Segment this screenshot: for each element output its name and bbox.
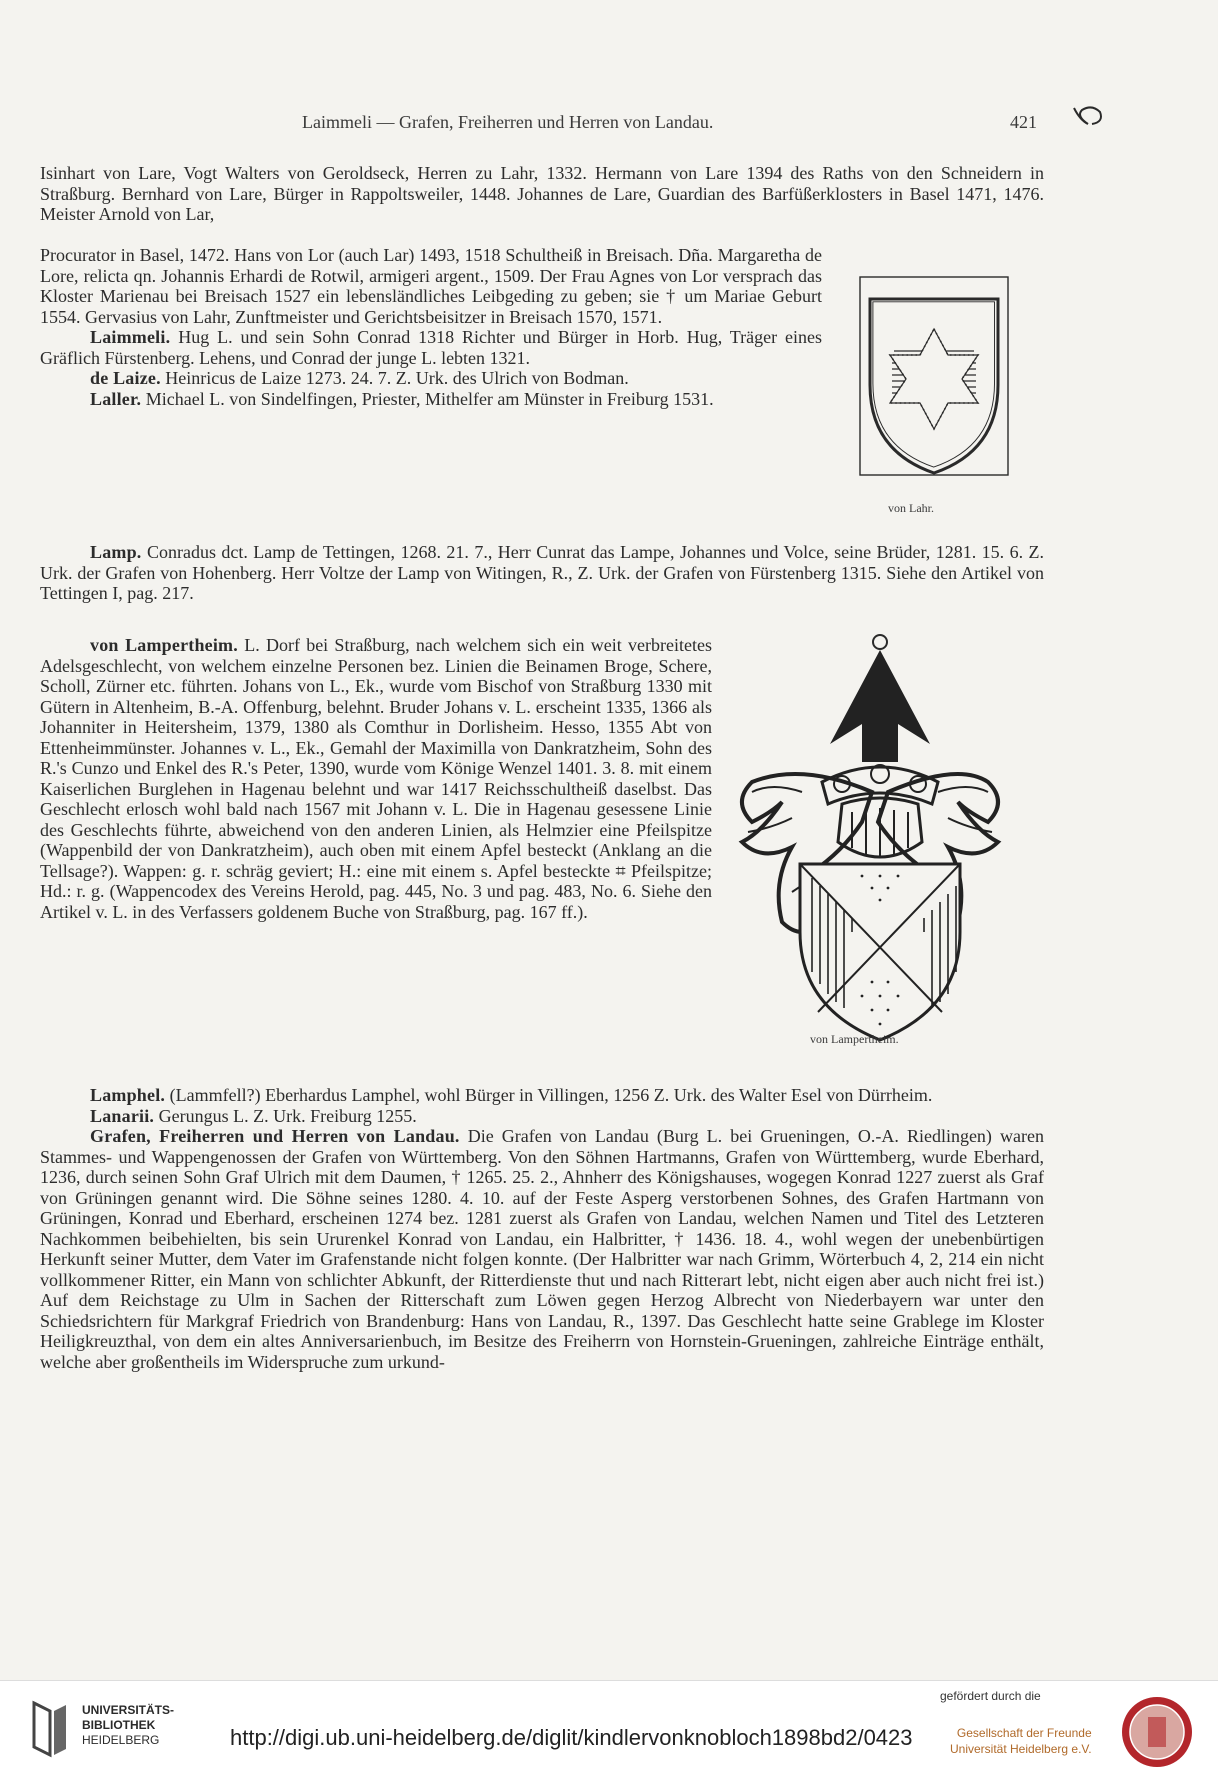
- page-number: 421: [1010, 112, 1037, 132]
- handwritten-mark-icon: [1070, 102, 1110, 132]
- headword-laimmeli: Laimmeli.: [90, 327, 171, 347]
- university-library-logo-icon: [30, 1699, 70, 1759]
- running-title: Laimmeli — Grafen, Freiherren und Herren von Landau.: [302, 112, 714, 132]
- headword-laller: Laller.: [90, 388, 142, 409]
- headword-lampertheim: von Lampertheim.: [90, 635, 238, 655]
- later-entries: [40, 1085, 1044, 1372]
- entry-laimmeli: Laimmeli. Hug L. und sein Sohn Conrad 1318 Richter und Bürger in Horb. Hug, Träger eines Gräflich Fürstenberg. Lehens, und Conrad der junge L. lebten 1321.: [40, 327, 822, 368]
- entry-landau: Grafen, Freiherren und Herren von Landau. Die Grafen von Landau (Burg L. bei Grueningen, O.-A. Riedlingen) waren Stammes- und Wappengenossen der Grafen von Württemberg. Von den Söhnen Hartmanns, Grafen von Württemberg, wurde Eberhard, 1236, durch seinen Sohn Graf Ulrich mit dem Daumen, † 1265. 25. 2., Ahnherr des Königshauses, wogegen Konrad 1227 zuerst als Graf von Grüningen genannt wird. Die Söhne seines 1280. 4. 10. auf der Feste Asperg verstorbenen Sohnes, des Grafen Hartmann von Grüningen, Konrad und Eberhard, erscheinen 1274 bez. 1281 zuerst als Grafen von Landau, welchen Namen und Titel des Letzteren Nachkommen beibehielten, bis sein Ururenkel Konrad von Landau, ein Halbritter, † 1436. 18. 4., wohl wegen der unebenbürtigen Herkunft seiner Mutter, dem Vater im Grafenstande nicht folgen konnte. (Der Halbritter war nach Grimm, Wörterbuch 4, 2, 214 ein nicht vollkommener Ritter, ein Mann von schlichter Abkunft, der Ritterdienste thut und nach Ritterart lebt, nicht eigen aber auch nicht frei ist.) Auf dem Reichstage zu Ulm in Sachen der Ritterschaft zum Löwen gegen Herzog Albrecht von Niederbayern war unter den Schiedsrichtern für Markgraf Friedrich von Brandenburg: Hans von Landau, R., 1397. Das Geschlecht hatte seine Grablege im Kloster Heiligkreuzthal, von dem ein altes Anniversarienbuch, im Besitze des Freiherrn von Hornstein-Grueningen, zahlreiche Einträge enthält, welche aber großentheils im Widerspruche zum urkund-: [40, 1126, 1044, 1372]
- sponsor-name: Gesellschaft der Freunde Universität Heidelberg e.V.: [950, 1726, 1092, 1756]
- coat-of-arms-lampertheim: [712, 632, 1017, 1056]
- lampertheim-helm-icon: [712, 632, 1017, 1052]
- entry-lanarii: Lanarii. Gerungus L. Z. Urk. Freiburg 1255.: [90, 1105, 417, 1126]
- entry-lamphel: Lamphel. (Lammfell?) Eberhardus Lamphel, wohl Bürger in Villingen, 1256 Z. Urk. des Walter Esel von Dürrheim.: [90, 1085, 933, 1105]
- entry-laize: de Laize. Heinricus de Laize 1273. 24. 7. Z. Urk. des Ulrich von Bodman.: [90, 368, 629, 388]
- coat-of-arms-lahr: [848, 275, 1018, 519]
- permalink-url[interactable]: http://digi.ub.uni-heidelberg.de/diglit/kindlervonknobloch1898bd2/0423: [230, 1725, 913, 1750]
- digitization-footer: [0, 1680, 1218, 1778]
- entry-lamp: Lamp. Conradus dct. Lamp de Tettingen, 1268. 21. 7., Herr Cunrat das Lampe, Johannes und Volce, seine Brüder, 1281. 15. 6. Z. Urk. der Grafen von Hohenberg. Herr Voltze der Lamp von Witingen, R., Z. Urk. der Grafen von Fürstenberg 1315. Siehe den Artikel von Tettingen I, pag. 217.: [40, 542, 1044, 603]
- lare-and-short-entries: [40, 245, 822, 409]
- university-library-name: UNIVERSITÄTS- BIBLIOTHEK HEIDELBERG: [82, 1703, 175, 1747]
- university-seal-icon: [1120, 1695, 1194, 1769]
- caption-lahr: von Lahr.: [888, 501, 934, 515]
- paragraph-lare-continued: Procurator in Basel, 1472. Hans von Lor (auch Lar) 1493, 1518 Schultheiß in Breisach. Dña. Margaretha de Lore, relicta qn. Johannis Erhardi de Rotwil, armigeri argent., 1509. Der Frau Agnes von Lor versprach das Kloster Marienau bei Breisach 1527 ein lebensländliches Leibgeding zu geben; sie † um Mariae Geburt 1554. Gervasius von Lahr, Zunftmeister und Gerichtsbeisitzer in Breisach 1570, 1571.: [40, 245, 822, 327]
- entry-lampertheim: von Lampertheim. L. Dorf bei Straßburg, nach welchem sich ein weit verbreitetes Adelsgeschlecht, von welchem einzelne Personen bez. Linien die Beinamen Broge, Schere, Scholl, Zürner etc. führten. Johans von L., Ek., wurde vom Bischof von Straßburg 1330 mit Gütern in Altenheim, B.-A. Offenburg, belehnt. Bruder Johans v. L. erscheint 1335, 1366 als Johanniter in Heitersheim, 1379, 1380 als Comthur in Dorlisheim. Hesso, 1355 Abt von Ettenheimmünster. Johannes v. L., Ek., Gemahl der Maximilla von Dankratzheim, Sohn des R.'s Cunzo und Enkel des R.'s Peter, 1390, wurde vom Könige Wenzel 1401. 3. 8. mit einem Kaiserlichen Burglehen in Hagenau belehnt und war 1417 Reichsschultheiß daselbst. Das Geschlecht erlosch wohl bald nach 1567 mit Johann v. L. Die in Hagenau gesessene Linie des Geschlechts führte, abweichend von den anderen Linien, als Helmzier eine Pfeilspitze (Wappenbild der von Dankratzheim), auch oben mit einem Apfel besteckt (Anklang an die Tellsage?). Wappen: g. r. schräg geviert; H.: eine mit einem s. Apfel besteckte ⌗ Pfeilspitze; Hd.: r. g. (Wappencodex des Vereins Herold, pag. 445, No. 3 und pag. 483, No. 6. Siehe den Artikel v. L. in des Verfassers goldenem Buche von Straßburg, pag. 167 ff.).: [40, 635, 712, 922]
- paragraph-lare-intro: Isinhart von Lare, Vogt Walters von Geroldseck, Herren zu Lahr, 1332. Hermann von Lare 1394 des Raths von den Schneidern in Straßburg. Bernhard von Lare, Bürger in Rappoltsweiler, 1448. Johannes de Lare, Guardian des Barfüßerklosters in Basel 1471, 1476. Meister Arnold von Lar,: [40, 163, 1044, 224]
- headword-landau: Grafen, Freiherren und Herren von Landau.: [90, 1126, 460, 1146]
- lahr-shield-icon: [848, 275, 1018, 515]
- headword-lamp: Lamp.: [90, 542, 142, 562]
- entry-laller: Laller. Michael L. von Sindelfingen, Priester, Mithelfer am Münster in Freiburg 1531.: [90, 388, 714, 409]
- headword-laize: de Laize.: [90, 368, 161, 388]
- headword-lanarii: Lanarii.: [90, 1105, 155, 1126]
- caption-lampertheim: von Lampertheim.: [810, 1032, 899, 1046]
- sponsor-label: gefördert durch die: [940, 1689, 1041, 1703]
- headword-lamphel: Lamphel.: [90, 1085, 166, 1105]
